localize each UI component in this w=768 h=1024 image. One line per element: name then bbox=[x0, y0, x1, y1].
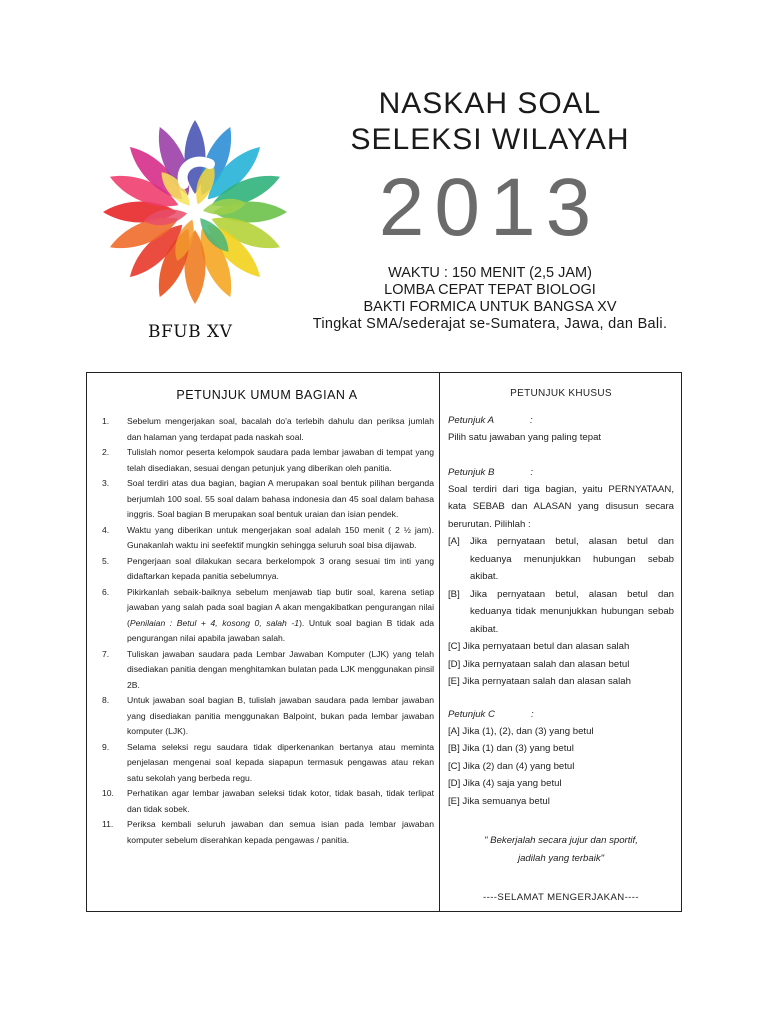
info-line: BAKTI FORMICA UNTUK BANGSA XV bbox=[363, 299, 617, 315]
motto-line-1: " Bekerjalah secara jujur dan sportif, bbox=[484, 835, 638, 846]
motto bbox=[448, 832, 674, 868]
title-line-2: SELEKSI WILAYAH bbox=[350, 123, 630, 156]
item-text: Selama seleksi regu saudara tidak diperkenankan bertanya atau meminta penjelasan mengenai soal kepada siapapun termasuk pengawas atau rekan satu sekolah yang berbeda regu. bbox=[127, 741, 434, 783]
list-item bbox=[100, 554, 434, 585]
item-number: 9. bbox=[102, 741, 110, 752]
item-text: Waktu yang diberikan untuk mengerjakan soal adalah 150 menit ( 2 ½ jam). Gunakanlah waktu ini seefektif mungkin sehingga seluruh soal bisa dijawab. bbox=[127, 524, 434, 550]
label-text: Petunjuk A bbox=[448, 415, 495, 426]
year: 2013 bbox=[378, 162, 602, 253]
item-text-end: ). Untuk soal bagian B tidak ada pengurangan nilai apabila jawaban salah. bbox=[127, 617, 434, 643]
option-text: Jika pernyataan betul, alasan betul dan keduanya tidak menunjukkan hubungan sebab akibat. bbox=[470, 588, 674, 635]
item-text: Tuliskan jawaban saudara pada Lembar Jawaban Komputer (LJK) yang telah disediakan panitia dengan menghitamkan bulatan pada LJK menggunakan pinsil 2B. bbox=[127, 648, 434, 690]
option-line: [B] Jika (1) dan (3) yang betul bbox=[448, 743, 574, 754]
option-line: [D] Jika pernyataan salah dan alasan betul bbox=[448, 658, 630, 670]
item-text: Soal terdiri atas dua bagian, bagian A merupakan soal bentuk pilihan berganda berjumlah 100 soal. 55 soal dalam bahasa indonesia dan 45 soal dalam bahasa inggris. Soal bagian B merupakan soal bentuk uraian dan isian pendek. bbox=[127, 478, 434, 519]
list-item bbox=[100, 445, 434, 476]
item-number: 2. bbox=[102, 447, 110, 457]
label-colon: : bbox=[530, 415, 533, 426]
item-text: Perhatikan agar lembar jawaban seleksi tidak kotor, tidak basah, tidak terlipat dan tidak sobek. bbox=[127, 788, 434, 814]
item-number: 10. bbox=[102, 788, 114, 798]
item-text: Sebelum mengerjakan soal, bacalah do'a terlebih dahulu dan periksa jumlah dan halaman yang terdapat pada naskah soal. bbox=[127, 416, 434, 442]
general-heading: PETUNJUK UMUM BAGIAN A bbox=[176, 388, 358, 402]
label-text: Petunjuk C bbox=[448, 708, 495, 720]
item-number: 5. bbox=[102, 555, 110, 566]
list-item bbox=[100, 647, 434, 694]
exam-info bbox=[300, 265, 680, 333]
item-number: 7. bbox=[102, 648, 110, 659]
item-number: 4. bbox=[102, 524, 110, 535]
item-number: 6. bbox=[102, 586, 110, 597]
info-line: WAKTU : 150 MENIT (2,5 JAM) bbox=[388, 265, 592, 281]
info-line: Tingkat SMA/sederajat se-Sumatera, Jawa, dan Bali. bbox=[312, 316, 668, 332]
option-text: Jika pernyataan betul, alasan betul dan keduanya menunjukkan hubungan sebab akibat. bbox=[470, 536, 674, 582]
petunjuk-c-label bbox=[448, 707, 674, 723]
item-text: Untuk jawaban soal bagian B, tulislah jawaban saudara pada lembar jawaban yang disediakan panitia menggunakan Balpoint, bukan pada lembar jawaban komputer (LJK). bbox=[127, 695, 434, 736]
list-item bbox=[100, 476, 434, 523]
option-item bbox=[448, 586, 674, 639]
list-item bbox=[100, 786, 434, 817]
logo-text: BFUB XV bbox=[148, 322, 233, 342]
scoring-text: Penilaian : Betul + 4, kosong 0, salah -1 bbox=[129, 617, 300, 628]
list-item bbox=[100, 817, 434, 848]
petunjuk-b-label bbox=[448, 465, 674, 481]
option-line: [C] Jika (2) dan (4) yang betul bbox=[448, 760, 575, 772]
item-text: Pengerjaan soal dilakukan secara berkelompok 3 orang sesuai tim inti yang didaftarkan kepada panitia sebelumnya. bbox=[127, 555, 434, 581]
list-item bbox=[100, 693, 434, 740]
title-block bbox=[300, 86, 680, 253]
item-number: 1. bbox=[102, 416, 110, 426]
item-text: Periksa kembali seluruh jawaban dan semua isian pada lembar jawaban komputer sebelum diserahkan kepada pengawas / panitia. bbox=[127, 819, 434, 845]
item-number: 3. bbox=[102, 478, 110, 488]
option-key: [A] bbox=[448, 536, 460, 547]
item-text: Pikirkanlah sebaik-baiknya sebelum menjawab tiap butir soal, karena setiap jawaban yang salah pada soal bagian A akan mengakibatkan pengurangan nilai ( bbox=[127, 586, 434, 628]
label-colon: : bbox=[530, 708, 534, 720]
title-line-1: NASKAH SOAL bbox=[378, 87, 602, 120]
closing-text: ----SELAMAT MENGERJAKAN---- bbox=[483, 892, 639, 903]
special-instructions bbox=[448, 388, 674, 903]
option-key: [B] bbox=[448, 588, 460, 600]
petunjuk-a-label bbox=[448, 413, 674, 429]
list-item bbox=[100, 740, 434, 787]
option-line: [E] Jika semuanya betul bbox=[448, 795, 550, 807]
label-text: Petunjuk B bbox=[448, 466, 495, 478]
petunjuk-a-text: Pilih satu jawaban yang paling tepat bbox=[448, 432, 602, 443]
option-item bbox=[448, 533, 674, 586]
label-colon: : bbox=[530, 466, 534, 478]
motto-line-2: jadilah yang terbaik" bbox=[517, 853, 605, 864]
list-item bbox=[100, 585, 434, 647]
item-number: 8. bbox=[102, 695, 110, 705]
petunjuk-b-text: Soal terdiri dari tiga bagian, yaitu PERNYATAAN, kata SEBAB dan ALASAN yang disusun secara berurutan. Pilihlah : bbox=[448, 483, 674, 530]
general-instructions bbox=[100, 388, 434, 848]
flower-logo bbox=[100, 84, 290, 308]
column-divider bbox=[439, 372, 440, 912]
general-list bbox=[100, 414, 434, 848]
option-line: [E] Jika pernyataan salah dan alasan salah bbox=[448, 676, 631, 687]
item-number: 11. bbox=[102, 819, 114, 829]
option-line: [D] Jika (4) saja yang betul bbox=[448, 778, 562, 789]
info-line: LOMBA CEPAT TEPAT BIOLOGI bbox=[384, 282, 596, 298]
item-text: Tulislah nomor peserta kelompok saudara pada lembar jawaban di tempat yang telah disediakan, sesuai dengan petunjuk yang diberikan oleh panitia. bbox=[127, 447, 434, 473]
special-heading: PETUNJUK KHUSUS bbox=[510, 388, 612, 399]
option-line: [A] Jika (1), (2), dan (3) yang betul bbox=[448, 725, 594, 737]
list-item bbox=[100, 523, 434, 554]
list-item bbox=[100, 414, 434, 445]
option-line: [C] Jika pernyataan betul dan alasan salah bbox=[448, 641, 630, 652]
